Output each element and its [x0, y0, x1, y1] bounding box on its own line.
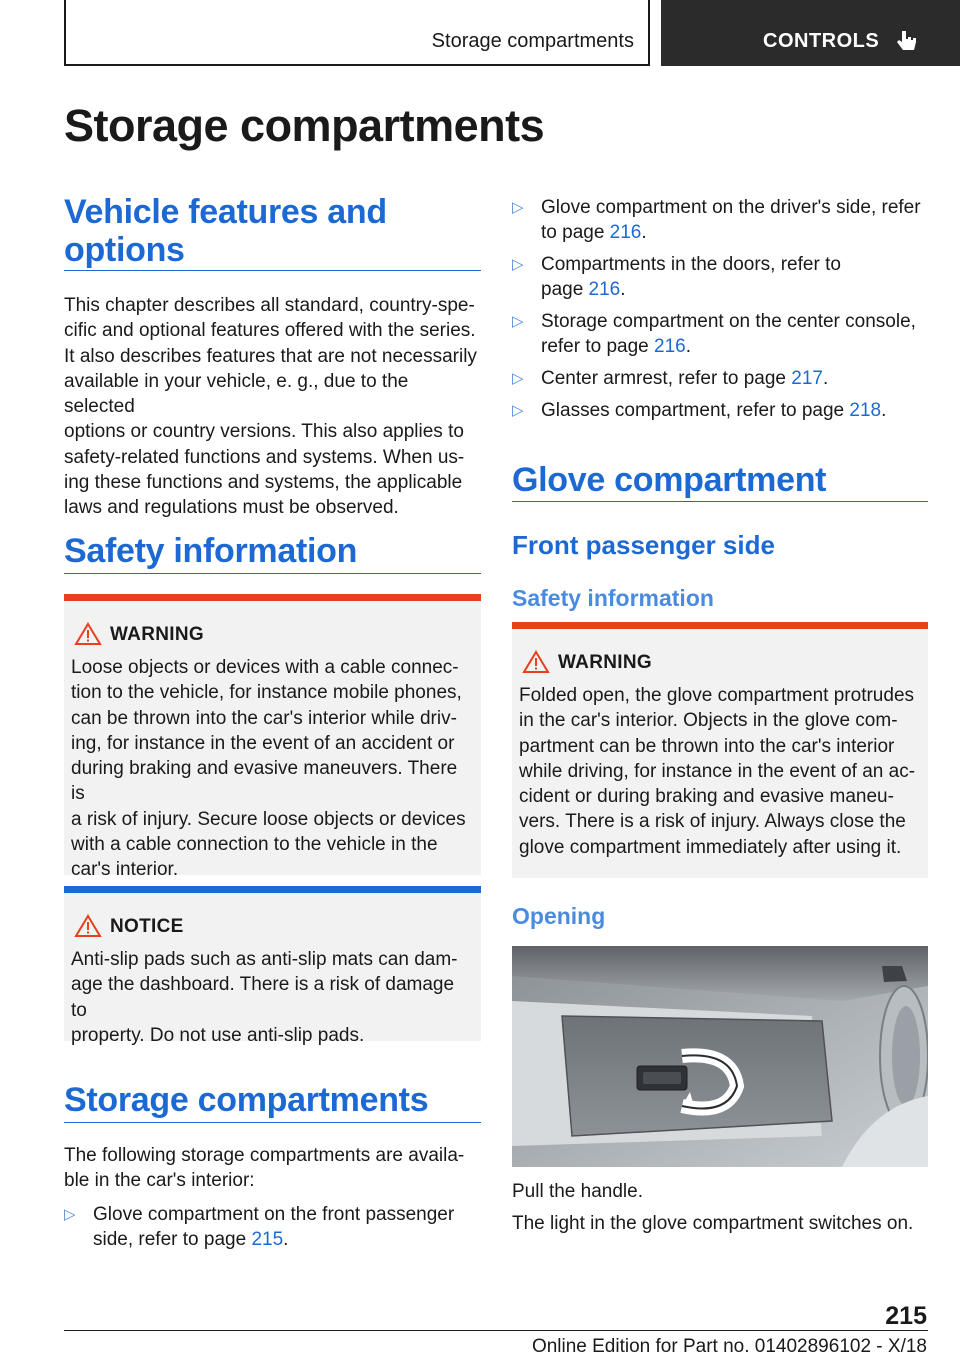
text-line: car's interior.: [71, 859, 179, 881]
warning-text: [71, 655, 475, 883]
text-line: Center armrest, refer to page: [541, 368, 792, 389]
page-link[interactable]: 216: [609, 222, 642, 244]
page-link[interactable]: 216: [588, 279, 621, 301]
bullet-triangle-icon: ▷: [64, 1206, 76, 1223]
text-line: ing these functions and systems, the applicable: [64, 472, 463, 494]
hand-pointer-icon: [894, 28, 920, 54]
notice-text: [71, 947, 475, 1048]
text-line: vers. There is a risk of injury. Always close the: [519, 811, 906, 833]
warning-box: [64, 594, 481, 881]
bullet-triangle-icon: ▷: [512, 313, 524, 330]
page-number: 215: [885, 1302, 927, 1330]
warning-triangle-icon: [522, 650, 550, 674]
text-line: Folded open, the glove compartment protrudes: [519, 685, 915, 706]
glove-heading: Glove compartment: [512, 461, 827, 499]
features-heading-line-1: Vehicle features and: [64, 193, 387, 231]
header-section-title: Storage compartments: [431, 30, 634, 52]
notice-label: NOTICE: [110, 916, 184, 937]
text-line: Loose objects or devices with a cable connec-: [71, 657, 459, 678]
text-line: a risk of injury. Secure loose objects or devices: [71, 808, 466, 830]
text-line: cific and optional features offered with the series.: [64, 320, 476, 342]
opening-instructions: [512, 1179, 932, 1237]
features-heading-rule: [64, 270, 481, 271]
text-line: Glove compartment on the front passenger: [93, 1204, 455, 1225]
safety-subheading: Safety information: [512, 585, 714, 611]
page-link[interactable]: 218: [849, 400, 882, 421]
warning-triangle-icon: [74, 914, 102, 938]
text-line: Anti-slip pads such as anti-slip mats can dam-: [71, 949, 458, 970]
page-link[interactable]: 217: [791, 368, 823, 389]
text-line: The light in the glove compartment switches on.: [512, 1213, 914, 1235]
text-line: laws and regulations must be observed.: [64, 497, 399, 519]
text-line: This chapter describes all standard, country-spe-: [64, 295, 475, 316]
bullet-triangle-icon: ▷: [512, 402, 524, 419]
text-line: ing, for instance in the event of an accident or: [71, 732, 455, 754]
text-line: tion to the vehicle, for instance mobile phones,: [71, 682, 462, 704]
bullet-triangle-icon: ▷: [512, 370, 524, 387]
header-chapter-label: CONTROLS: [763, 30, 880, 52]
text-line: Glove compartment on the driver's side, refer: [541, 197, 921, 218]
punctuation: .: [641, 222, 647, 244]
text-line: refer to page: [541, 336, 655, 358]
text-line: partment can be thrown into the car's interior: [519, 735, 895, 757]
page-link[interactable]: 216: [654, 336, 686, 358]
warning-triangle-icon: [74, 622, 102, 646]
text-line: available in your vehicle, e. g., due to the selected: [64, 370, 409, 418]
bullet-triangle-icon: ▷: [512, 256, 524, 273]
page-link[interactable]: 215: [251, 1229, 284, 1251]
text-line: Glasses compartment, refer to page: [541, 400, 850, 421]
punctuation: .: [283, 1229, 289, 1251]
warning-bar: [512, 622, 928, 629]
footer-edition: Online Edition for Part no. 01402896102 - X/18: [531, 1336, 927, 1357]
punctuation: .: [881, 400, 887, 421]
text-line: in the car's interior. Objects in the glove com-: [519, 710, 898, 732]
page-title: Storage compartments: [64, 100, 545, 151]
text-line: glove compartment immediately after using it.: [519, 836, 902, 858]
features-heading-line-2: options: [64, 231, 185, 269]
text-line: safety-related functions and systems. When us-: [64, 446, 465, 468]
text-line: ble in the car's interior:: [64, 1170, 255, 1192]
storage-heading-rule: [64, 1122, 481, 1123]
text-line: Storage compartment on the center console,: [541, 311, 916, 332]
text-line: during braking and evasive maneuvers. There is: [71, 758, 458, 805]
glove-compartment-photo: [512, 946, 928, 1167]
text-line: while driving, for instance in the event of an ac-: [519, 760, 916, 782]
header-chapter-tab[interactable]: [661, 0, 960, 66]
storage-heading: Storage compartments: [64, 1081, 429, 1119]
storage-paragraph: [64, 1143, 484, 1194]
text-line: The following storage compartments are availa-: [64, 1145, 465, 1166]
text-line: with a cable connection to the vehicle in the: [71, 834, 438, 856]
features-paragraph: [64, 293, 484, 521]
opening-heading: Opening: [512, 903, 606, 929]
warning-bar: [64, 594, 481, 601]
text-line: property. Do not use anti-slip pads.: [71, 1024, 365, 1046]
text-line: page: [541, 279, 589, 301]
text-line: Pull the handle.: [512, 1181, 643, 1202]
warning-label: WARNING: [558, 652, 652, 673]
text-line: It also describes features that are not necessarily: [64, 345, 477, 367]
front-passenger-heading: Front passenger side: [512, 530, 775, 560]
punctuation: .: [685, 336, 692, 358]
warning-label: WARNING: [110, 624, 204, 645]
warning-text: [519, 683, 922, 860]
warning-box: [512, 622, 928, 878]
punctuation: .: [620, 279, 626, 301]
text-line: side, refer to page: [93, 1229, 252, 1251]
safety-heading-rule: [64, 573, 481, 574]
text-line: cident or during braking and evasive maneu-: [519, 786, 894, 808]
text-line: Compartments in the doors, refer to: [541, 254, 841, 275]
notice-bar: [64, 886, 481, 893]
text-line: to page: [541, 222, 610, 244]
bullet-triangle-icon: ▷: [512, 199, 524, 216]
footer-rule: [64, 1330, 928, 1331]
glove-compartment-illustration: [512, 946, 928, 1167]
punctuation: .: [822, 368, 829, 389]
text-line: options or country versions. This also applies to: [64, 421, 464, 443]
glove-heading-rule: [512, 501, 928, 502]
safety-heading: Safety information: [64, 532, 358, 570]
text-line: can be thrown into the car's interior while driv-: [71, 707, 457, 729]
text-line: age the dashboard. There is a risk of damage to: [71, 974, 455, 1021]
features-heading: [64, 193, 387, 269]
notice-box: [64, 886, 481, 1046]
header-section-box: [64, 0, 650, 66]
